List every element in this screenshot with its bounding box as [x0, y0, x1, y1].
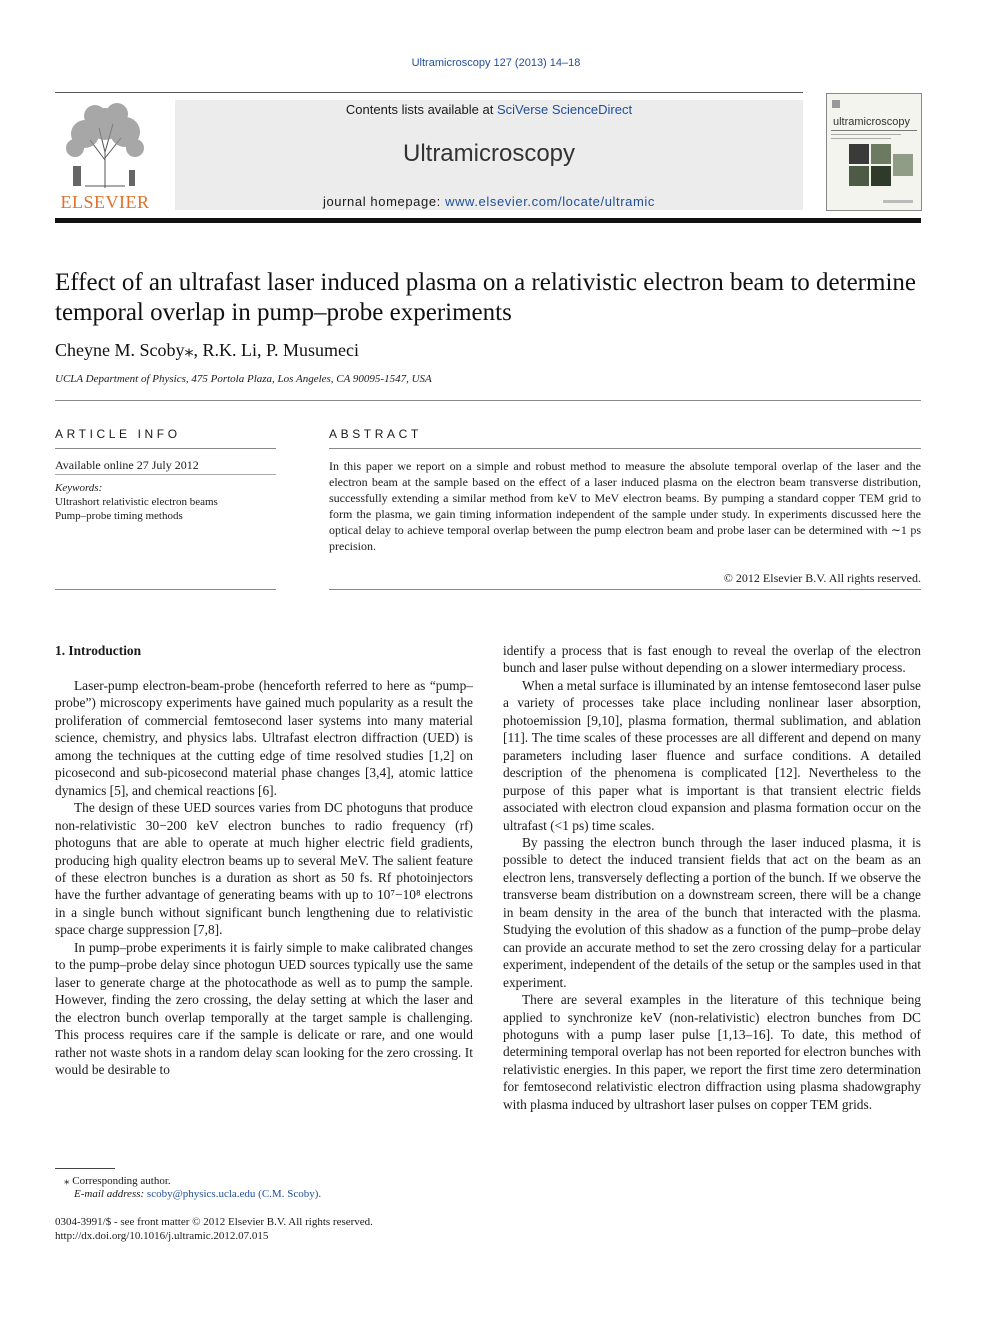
- body-paragraph: identify a process that is fast enough to reveal the overlap of the electron bunch and laser pulse without depending on a slower intermediary process.: [503, 643, 921, 676]
- abstract-text: In this paper we report on a simple and robust method to measure the absolute temporal overlap of the laser and the electron beam at the sample based on the effect of a laser induced plasma on the electron beam transverse distribution, successfully extending a similar method from keV to MeV electron beams. By pumping a standard copper TEM grid to form the plasma, we gain timing information independent of the sample under study. In experiments discussed here the optical delay to achieve temporal overlap between the pump electron beam and probe laser can be determined with ∼1 ps precision.: [329, 459, 921, 553]
- homepage-prefix: journal homepage:: [322, 194, 446, 209]
- abstract-rule-top: [329, 448, 921, 449]
- elsevier-wordmark: ELSEVIER: [60, 192, 150, 212]
- available-online-date: Available online 27 July 2012: [55, 458, 199, 472]
- body-paragraph: By passing the electron bunch through the laser induced plasma, it is possible to detect the induced transient fields that act on the beam as an electron lens, transversely deflecting a portion of the bunch. If we observe the transverse beam distribution on a downstream screen, there will be a change in beam density in the area of the bunch that interacted with the plasma. Studying the evolution of this shadow as a function of the pump–probe delay can provide an accurate method to set the zero crossing delay for a particular experiment, independent of the details of the setup or the samples used in that experiment.: [503, 834, 921, 990]
- doi-link[interactable]: http://dx.doi.org/10.1016/j.ultramic.2012.07.015: [55, 1230, 269, 1242]
- email-link[interactable]: scoby@physics.ucla.edu (C.M. Scoby).: [146, 1188, 322, 1200]
- affiliation-rule: [55, 400, 921, 401]
- homepage-line: [175, 194, 803, 209]
- abstract-copyright: © 2012 Elsevier B.V. All rights reserved.: [723, 571, 921, 585]
- front-matter-line: 0304-3991/$ - see front matter © 2012 Elsevier B.V. All rights reserved.: [55, 1216, 373, 1228]
- contents-line: [175, 102, 803, 117]
- author-affiliation: UCLA Department of Physics, 475 Portola Plaza, Los Angeles, CA 90095-1547, USA: [55, 373, 432, 385]
- introduction-heading: 1. Introduction: [55, 643, 142, 658]
- keyword-item: Ultrashort relativistic electron beams: [55, 496, 218, 508]
- cover-journal-name: ultramicroscopy: [833, 116, 911, 128]
- keywords-label: Keywords:: [55, 482, 103, 494]
- author-list[interactable]: Cheyne M. Scoby⁎, R.K. Li, P. Musumeci: [55, 340, 359, 360]
- email-label: E-mail address:: [74, 1188, 147, 1200]
- body-paragraph: There are several examples in the literature of this technique being applied to synchronize keV (non-relativistic) electron bunches from DC photoguns with a pump laser pulse [1,13–16]. To date, this method of determining temporal overlap has not been reported for electron bunches with relativistic energies. In this paper, we report the first time zero determination for femtosecond relativistic electron diffraction using plasma shadowgraphy with plasma induced by ultrashort laser pulses on copper TEM grids.: [503, 992, 921, 1112]
- body-paragraph: The design of these UED sources varies from DC photoguns that produce non-relativistic 30−200 keV electron bunches to radio frequency (rf) photoguns that are able to operate at much higher electric field gradients, producing high quality electron beams up to several MeV. The salient feature of these electron bunches is a duration as short as 50 fs. Rf photoinjectors have the further advantage of generating beams with up to 10⁷−10⁸ electrons in a single bunch without significant bunch lengthening due to relativistic space charge suppression [7,8].: [55, 800, 473, 938]
- journal-citation[interactable]: Ultramicroscopy 127 (2013) 14–18: [411, 57, 581, 69]
- journal-title: Ultramicroscopy: [402, 140, 576, 167]
- body-paragraph: When a metal surface is illuminated by an intense femtosecond laser pulse a variety of processes take place including nonlinear laser absorption, photoemission [9,10], plasma formation, thermal sublimation, and ablation [11]. The time scales of these processes are all different and depend on many parameters including laser fluence and surface conditions. A detailed description of the phenomena is complicated [12]. Nevertheless to the purpose of this paper what is important is that transient electric fields associated with electron cloud expansion and plasma formation occur on the ultrafast (<1 ps) time scales.: [503, 677, 921, 833]
- article-info-rule-mid: [55, 474, 276, 475]
- header-thick-rule: [55, 218, 921, 223]
- abstract-rule-bottom: [329, 589, 921, 590]
- journal-cover-thumbnail[interactable]: [826, 93, 922, 211]
- keyword-item: Pump–probe timing methods: [55, 510, 183, 522]
- homepage-link[interactable]: www.elsevier.com/locate/ultramic: [445, 194, 656, 209]
- article-title: Effect of an ultrafast laser induced plasma on a relativistic electron beam to determine temporal overlap in pump–probe experiments: [55, 269, 916, 326]
- left-column: [55, 677, 473, 1078]
- article-info-rule-top: [55, 448, 276, 449]
- right-column: [503, 642, 921, 1113]
- article-info-rule-bottom: [55, 589, 276, 590]
- body-paragraph: Laser-pump electron-beam-probe (henceforth referred to here as “pump–probe”) microscopy experiments have gained much popularity as a result the proliferation of commercial femtosecond laser systems into many material science, chemistry, and physics labs. Ultrafast electron diffraction (UED) is among the techniques at the cutting edge of time resolved studies [1,2] on picosecond and sub-picosecond material phase changes [3,4], atomic lattice dynamics [5], and chemical reactions [6].: [55, 678, 473, 798]
- sciencedirect-link[interactable]: SciVerse ScienceDirect: [496, 102, 633, 117]
- abstract-heading: ABSTRACT: [329, 427, 422, 441]
- corresponding-author-note: ⁎ Corresponding author.: [64, 1175, 171, 1187]
- footnote-rule: [55, 1168, 115, 1169]
- email-note: [74, 1188, 321, 1200]
- header-top-rule: [55, 92, 803, 93]
- article-info-heading: ARTICLE INFO: [55, 427, 181, 441]
- body-paragraph: In pump–probe experiments it is fairly simple to make calibrated changes to the pump–probe delay since photogun UED sources typically use the same laser to generate charge at the photocathode as well as to pump the sample. However, finding the zero crossing, the delay setting at which the laser and the electron bunch overlap temporally at the target sample is challenging. This process requires care if the sample is delicate or rare, and one would rather not waste shots in a random delay scan looking for the zero crossing. It would be desirable to: [55, 939, 473, 1077]
- contents-prefix: Contents lists available at: [345, 102, 497, 117]
